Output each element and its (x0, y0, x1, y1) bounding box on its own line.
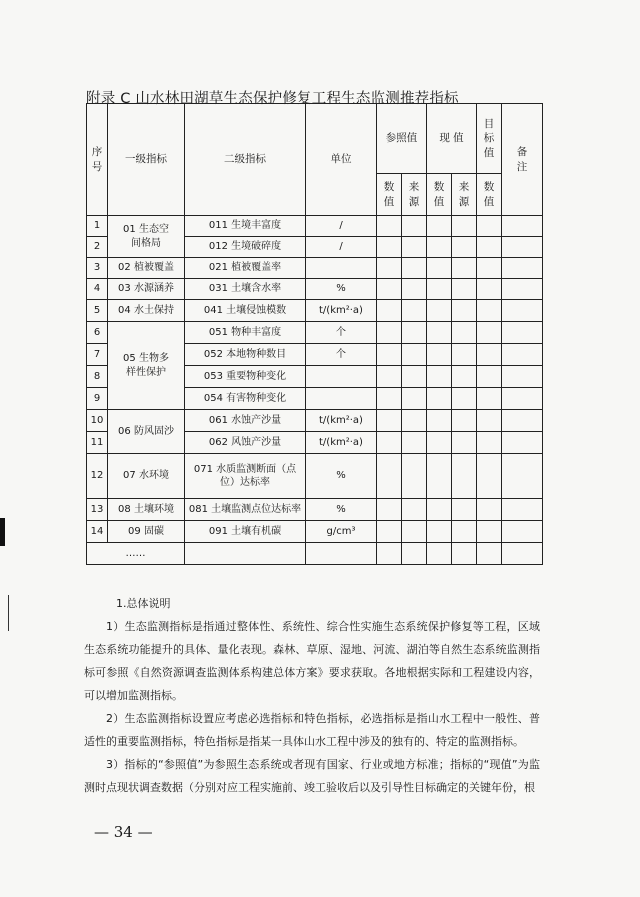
header-target: 目标值 (477, 104, 502, 174)
table-row (87, 322, 543, 344)
note-paragraph-1: 1）生态监测指标是指通过整体性、系统性、综合性实施生态系统保护修复等工程，区域生态系统功能提升的具体、量化表现。森林、草原、湿地、河流、湖泊等自然生态系统监测指标可参照《自然资源调查监测体系构建总体方案》要求获取。各地根据实际和工程建设内容，可以增加监测指标。 (84, 620, 540, 702)
unit-cell: g/cm³ (306, 521, 377, 543)
table-row (87, 279, 543, 300)
row-no: 7 (87, 344, 108, 366)
level2-cell: 011 生境丰富度 (185, 216, 306, 237)
subheader-source: 来源 (452, 174, 477, 216)
level2-cell: 061 水蚀产沙量 (185, 410, 306, 432)
level1-cell: 04 水土保持 (108, 300, 185, 322)
note-paragraph-2: 2）生态监测指标设置应考虑必选指标和特色指标，必选指标是指山水工程中一般性、普适性的重要监测指标，特色指标是指某一具体山水工程中涉及的独有的、特定的监测指标。 (84, 712, 540, 748)
unit-cell: / (306, 216, 377, 237)
level2-cell: 031 土壤含水率 (185, 279, 306, 300)
row-no: 11 (87, 432, 108, 454)
row-no: 10 (87, 410, 108, 432)
unit-cell (306, 388, 377, 410)
notes-heading: 1.总体说明 (116, 597, 171, 610)
subheader-value: 数值 (477, 174, 502, 216)
level2-cell: 081 土壤监测点位达标率 (185, 499, 306, 521)
level2-cell: 051 物种丰富度 (185, 322, 306, 344)
unit-cell: t/(km²·a) (306, 410, 377, 432)
level2-cell: 054 有害物种变化 (185, 388, 306, 410)
row-no: 6 (87, 322, 108, 344)
page-title: 附录 C 山水林田湖草生态保护修复工程生态监测推荐指标 (86, 91, 459, 107)
level2-cell: 091 土壤有机碳 (185, 521, 306, 543)
unit-cell: t/(km²·a) (306, 300, 377, 322)
unit-cell (306, 366, 377, 388)
notes-section (84, 592, 540, 799)
row-no: 9 (87, 388, 108, 410)
table-row (87, 454, 543, 499)
header-seq: 序号 (87, 104, 108, 216)
row-no: 8 (87, 366, 108, 388)
header-current: 现 值 (427, 104, 477, 174)
unit-cell: % (306, 279, 377, 300)
row-no: 5 (87, 300, 108, 322)
level2-cell: 052 本地物种数目 (185, 344, 306, 366)
unit-cell: % (306, 454, 377, 499)
level1-cell: 08 土壤环境 (108, 499, 185, 521)
header-unit: 单位 (306, 104, 377, 216)
level2-cell: 071 水质监测断面（点位）达标率 (185, 454, 306, 499)
row-no: 13 (87, 499, 108, 521)
header-level2: 二级指标 (185, 104, 306, 216)
unit-cell: 个 (306, 322, 377, 344)
row-no: 4 (87, 279, 108, 300)
level1-cell: 02 植被覆盖 (108, 258, 185, 279)
level2-cell: 041 土壤侵蚀模数 (185, 300, 306, 322)
level1-cell: 05 生物多样性保护 (108, 322, 185, 410)
table-row (87, 499, 543, 521)
unit-cell: 个 (306, 344, 377, 366)
subheader-value: 数值 (377, 174, 402, 216)
subheader-source: 来源 (402, 174, 427, 216)
subheader-value: 数值 (427, 174, 452, 216)
row-no: 2 (87, 237, 108, 258)
level2-cell: 021 植被覆盖率 (185, 258, 306, 279)
note-paragraph-3: 3）指标的“参照值”为参照生态系统或者现有国家、行业或地方标准；指标的“现值”为监测时点现状调查数据（分别对应工程实施前、竣工验收后以及引导性目标确定的关键年份，根 (84, 758, 540, 794)
unit-cell: % (306, 499, 377, 521)
scan-artifact-line (8, 595, 9, 631)
page-number: — 34 — (94, 823, 153, 841)
header-level1: 一级指标 (108, 104, 185, 216)
header-ref: 参照值 (377, 104, 427, 174)
level1-cell: 01 生态空间格局 (108, 216, 185, 258)
table-row (87, 258, 543, 279)
level1-cell: 07 水环境 (108, 454, 185, 499)
table-row (87, 410, 543, 432)
level1-cell: 09 固碳 (108, 521, 185, 543)
row-no: 3 (87, 258, 108, 279)
scan-artifact-bar (0, 518, 5, 546)
level2-cell: 062 风蚀产沙量 (185, 432, 306, 454)
unit-cell: t/(km²·a) (306, 432, 377, 454)
row-no: 1 (87, 216, 108, 237)
header-remark: 备注 (502, 104, 543, 216)
unit-cell (306, 258, 377, 279)
table-body (87, 216, 543, 565)
level2-cell: 012 生境破碎度 (185, 237, 306, 258)
row-no: 14 (87, 521, 108, 543)
indicator-table (86, 103, 543, 565)
level2-cell: 053 重要物种变化 (185, 366, 306, 388)
level1-cell: 03 水源涵养 (108, 279, 185, 300)
ellipsis-cell: …… (87, 543, 185, 565)
row-no: 12 (87, 454, 108, 499)
table-row (87, 543, 543, 565)
level1-cell: 06 防风固沙 (108, 410, 185, 454)
unit-cell: / (306, 237, 377, 258)
table-row (87, 521, 543, 543)
table-row (87, 216, 543, 237)
table-row (87, 300, 543, 322)
